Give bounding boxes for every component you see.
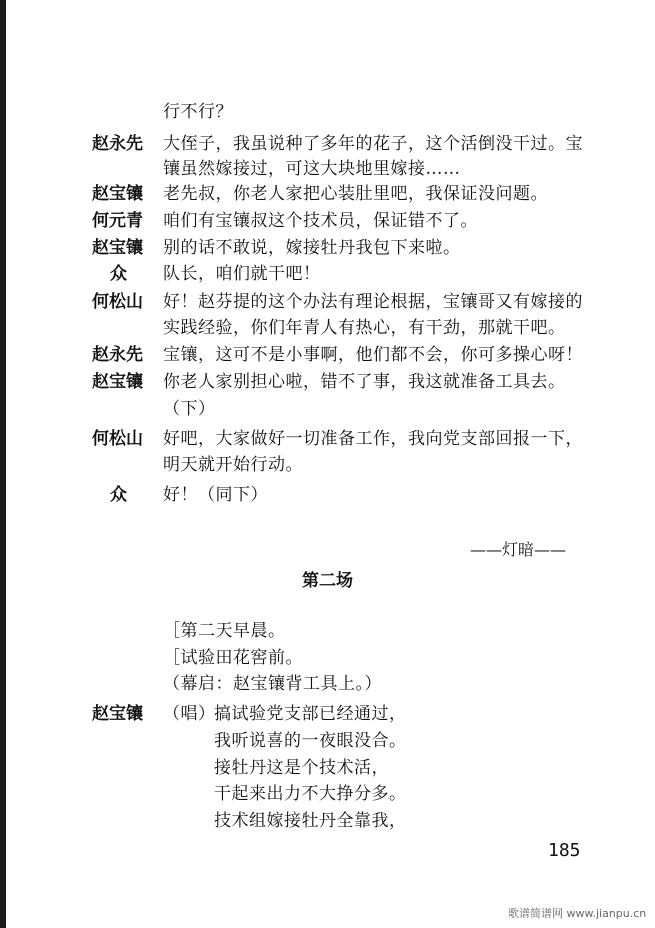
dialogue-line: 老先叔，你老人家把心装肚里吧，我保证没问题。 [163,184,548,204]
speaker-name: 赵永先 [92,345,143,365]
dialogue-line: 你老人家别担心啦，错不了事，我这就准备工具去。 [163,372,566,392]
speaker-name: 何元青 [92,211,143,231]
dialogue-line: 好！（同下） [163,485,268,505]
speaker-name: 何松山 [92,292,143,312]
speaker-name: 赵宝镶 [92,372,143,392]
dialogue-line: 实践经验，你们年青人有热心，有干劲，那就干吧。 [163,318,566,338]
scene-title: 第二场 [302,571,353,591]
dialogue-line: 行不行？ [163,102,233,122]
watermark: 歌谱简谱网 www.jianpu.cn [508,907,647,920]
speaker-name: 赵宝镶 [92,704,143,724]
stage-direction: ［第二天早晨。 [163,621,286,641]
page-number: 185 [548,840,581,861]
dialogue-line: 别的话不敢说，嫁接牡丹我包下来啦。 [163,238,461,258]
dialogue-line: 镶虽然嫁接过，可这大块地里嫁接…… [163,159,461,179]
dialogue-line: 队长，咱们就干吧！ [163,264,321,284]
dialogue-line: 宝镶，这可不是小事啊，他们都不会，你可多操心呀！ [163,345,583,365]
speaker-name: 赵宝镶 [92,238,143,258]
speaker-name: 众 [110,264,127,284]
dialogue-line: 好！赵芬提的这个办法有理论根据，宝镶哥又有嫁接的 [163,292,583,312]
stage-direction: ［试验田花窖前。 [163,648,303,668]
speaker-name: 何松山 [92,429,143,449]
song-line: 技术组嫁接牡丹全靠我， [214,811,407,831]
stage-direction: （下） [163,399,216,419]
stage-direction: （幕启：赵宝镶背工具上。） [163,674,382,694]
dialogue-line: 大侄子，我虽说种了多年的花子，这个活倒没干过。宝 [163,134,583,154]
dialogue-line: 好吧，大家做好一切准备工作，我向党支部回报一下， [163,429,583,449]
song-line: 搞试验党支部已经通过， [214,704,407,724]
speaker-name: 赵宝镶 [92,184,143,204]
song-line: 干起来出力不大挣分多。 [214,784,407,804]
scan-edge [0,0,6,928]
song-mark: （唱） [163,704,216,724]
song-line: 接牡丹这是个技术活， [214,758,389,778]
dialogue-line: 明天就开始行动。 [163,455,303,475]
song-line: 我听说喜的一夜眼没合。 [214,731,407,751]
speaker-name: 赵永先 [92,134,143,154]
dialogue-line: 咱们有宝镶叔这个技术员，保证错不了。 [163,211,478,231]
curtain-note: ——灯暗—— [470,540,567,559]
speaker-name: 众 [110,485,127,505]
